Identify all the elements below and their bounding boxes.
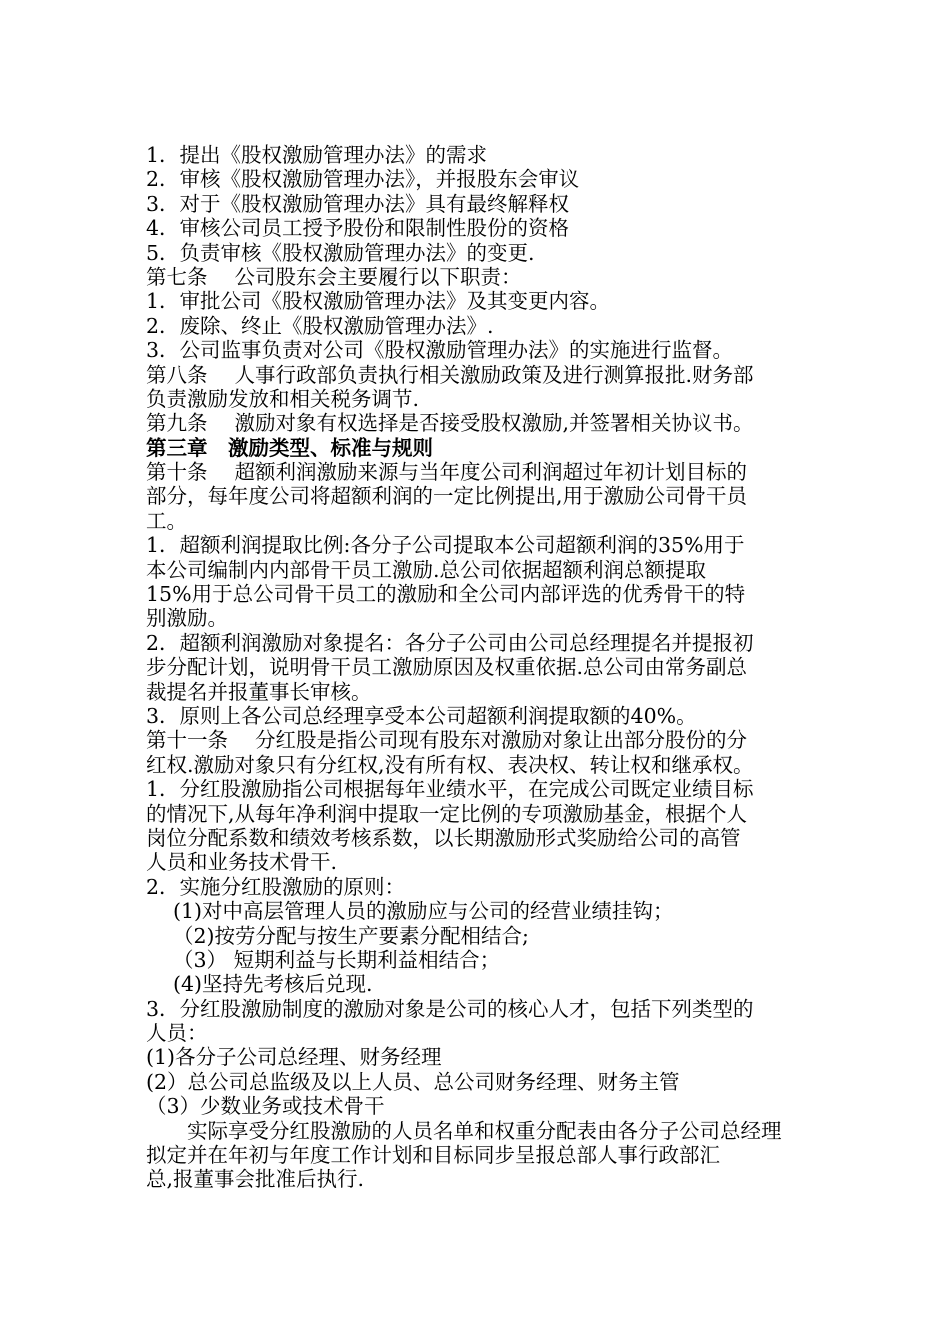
text-line: 岗位分配系数和绩效考核系数，以长期激励形式奖励给公司的高管: [146, 825, 741, 850]
document-body: [146, 143, 810, 1192]
text-line: 2．废除、终止《股权激励管理办法》.: [146, 313, 494, 338]
text-line: 裁提名并报董事长审核。: [146, 679, 372, 704]
text-line: 第九条 激励对象有权选择是否接受股权激励,并签署相关协议书。: [146, 411, 754, 436]
text-line: 2．实施分红股激励的原则：: [146, 874, 406, 899]
text-line: 步分配计划，说明骨干员工激励原因及权重依据.总公司由常务副总: [146, 655, 748, 680]
text-line: 4．审核公司员工授予股份和限制性股份的资格: [146, 216, 570, 241]
text-line: 工。: [146, 508, 187, 533]
text-line: 本公司编制内内部骨干员工激励.总公司依据超额利润总额提取: [146, 557, 707, 582]
text-line: 别激励。: [146, 606, 228, 631]
text-line: 的情况下,从每年净利润中提取一定比例的专项激励基金，根据个人: [146, 801, 748, 826]
text-line: （3） 短期利益与长期利益相结合；: [146, 947, 501, 972]
text-line: 1．审批公司《股权激励管理办法》及其变更内容。: [146, 289, 611, 314]
text-line: 2．超额利润激励对象提名：各分子公司由公司总经理提名并提报初: [146, 630, 754, 655]
text-line: 3．对于《股权激励管理办法》具有最终解释权: [146, 191, 570, 216]
text-line: 第十条 超额利润激励来源与当年度公司利润超过年初计划目标的: [146, 460, 748, 485]
text-line: 5．负责审核《股权激励管理办法》的变更.: [146, 240, 535, 265]
text-line: 第七条 公司股东会主要履行以下职责：: [146, 264, 522, 289]
text-line: 拟定并在年初与年度工作计划和目标同步呈报总部人事行政部汇: [146, 1143, 720, 1168]
text-line: 1．超额利润提取比例:各分子公司提取本公司超额利润的35%用于: [146, 533, 745, 558]
text-line: 负责激励发放和相关税务调节.: [146, 386, 420, 411]
text-line: （2)按劳分配与按生产要素分配相结合;: [146, 923, 529, 948]
text-line: （3）少数业务或技术骨干: [146, 1094, 385, 1119]
text-line: 实际享受分红股激励的人员名单和权重分配表由各分子公司总经理: [146, 1118, 782, 1143]
text-line: 总,报董事会批准后执行.: [146, 1167, 365, 1192]
text-line: 红权.激励对象只有分红权,没有所有权、表决权、转让权和继承权。: [146, 752, 754, 777]
text-line: 3．原则上各公司总经理享受本公司超额利润提取额的40%。: [146, 703, 697, 728]
text-line: 人员和业务技术骨干.: [146, 850, 338, 875]
text-line: 15%用于总公司骨干员工的激励和全公司内部评选的优秀骨干的特: [146, 582, 746, 607]
text-line: 部分，每年度公司将超额利润的一定比例提出,用于激励公司骨干员: [146, 484, 748, 509]
chapter-heading: 第三章 激励类型、标准与规则: [146, 435, 433, 460]
text-line: 第十一条 分红股是指公司现有股东对激励对象让出部分股份的分: [146, 728, 748, 753]
text-line: (2）总公司总监级及以上人员、总公司财务经理、财务主管: [146, 1069, 680, 1094]
text-line: 1．分红股激励指公司根据每年业绩水平，在完成公司既定业绩目标: [146, 777, 754, 802]
text-line: 第八条 人事行政部负责执行相关激励政策及进行测算报批.财务部: [146, 362, 754, 387]
text-line: (1)各分子公司总经理、财务经理: [146, 1045, 442, 1070]
text-line: 1．提出《股权激励管理办法》的需求: [146, 143, 488, 167]
text-line: 3．公司监事负责对公司《股权激励管理办法》的实施进行监督。: [146, 338, 734, 363]
text-line: 3．分红股激励制度的激励对象是公司的核心人才，包括下列类型的: [146, 996, 754, 1021]
text-line: 2．审核《股权激励管理办法》，并报股东会审议: [146, 167, 580, 192]
text-line: (1)对中高层管理人员的激励应与公司的经营业绩挂钩；: [146, 899, 674, 924]
text-line: 人员：: [146, 1021, 208, 1046]
text-line: (4)坚持先考核后兑现.: [146, 972, 373, 997]
